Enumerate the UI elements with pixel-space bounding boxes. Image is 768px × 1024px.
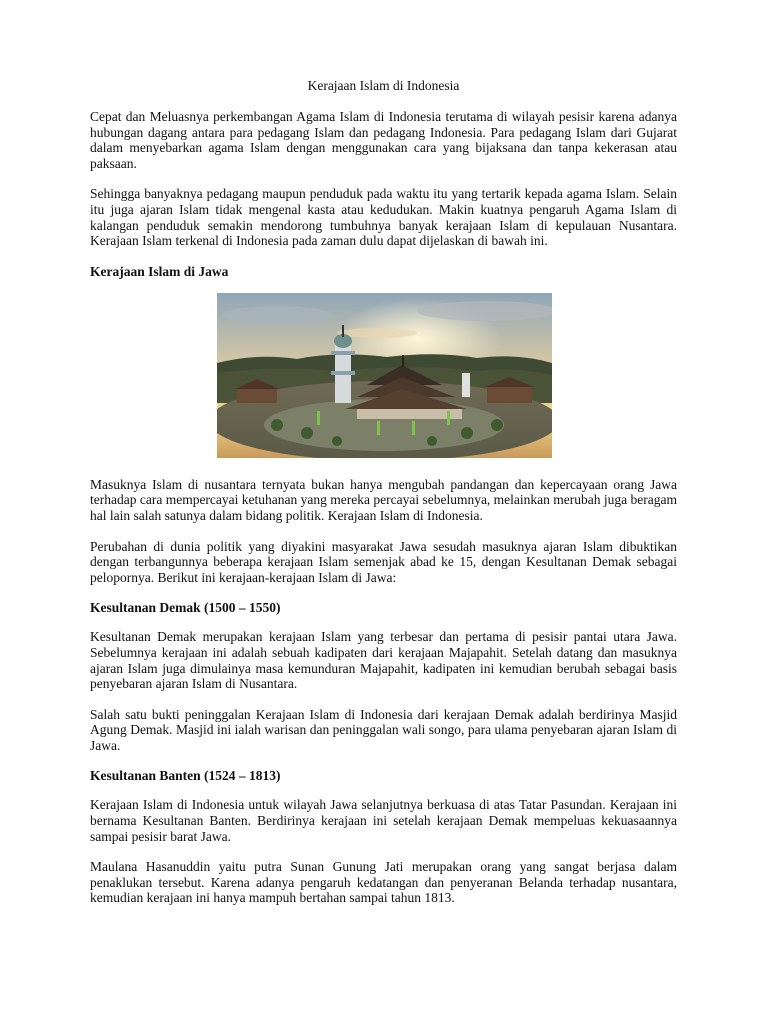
intro-paragraph-1: Cepat dan Meluasnya perkembangan Agama Islam di Indonesia terutama di wilayah pesisir karena adanya hubungan dagang antara para pedagang Islam dan pedagang Indonesia. Para pedagang Islam dari Gujarat dalam menyebarkan agama Islam dengan menggunakan cara yang bijaksana dan tanpa kekerasan atau paksaan. (90, 109, 677, 171)
jawa-paragraph-1: Masuknya Islam di nusantara ternyata bukan hanya mengubah pandangan dan kepercayaan orang Jawa terhadap cara mempercayai ketuhanan yang mereka percayai sebelumnya, melainkan merubah juga beragam hal lain salah satunya dalam bidang politik. Kerajaan Islam di Indonesia. (90, 476, 677, 523)
banten-paragraph-2: Maulana Hasanuddin yaitu putra Sunan Gunung Jati merupakan orang yang sangat berjasa dalam penaklukan tersebut. Karena adanya pengaruh kedatangan dan penyeranan Belanda terhadap nusantara, kemudian kerajaan ini hanya mampuh bertahan sampai tahun 1813. (90, 859, 677, 906)
heading-kesultanan-demak: Kesultanan Demak (1500 – 1550) (90, 600, 281, 616)
heading-kesultanan-banten: Kesultanan Banten (1524 – 1813) (90, 768, 281, 784)
demak-paragraph-2: Salah satu bukti peninggalan Kerajaan Islam di Indonesia dari kerajaan Demak adalah berdirinya Masjid Agung Demak. Masjid ini ialah warisan dan peninggalan wali songo, para ulama penyebaran ajaran Islam di Jawa. (90, 706, 677, 753)
intro-paragraph-2: Sehingga banyaknya pedagang maupun penduduk pada waktu itu yang tertarik kepada agama Islam. Selain itu juga ajaran Islam tidak mengenal kasta atau kedudukan. Makin kuatnya pengaruh Agama Islam di kalangan penduduk semakin mendorong tumbuhnya banyak kerajaan Islam di kepulauan Nusantara. Kerajaan Islam terkenal di Indonesia pada zaman dulu dapat dijelaskan di bawah ini. (90, 186, 677, 249)
mosque-photo (217, 293, 552, 458)
mosque-photo-illustration (217, 293, 552, 458)
jawa-paragraph-2: Perubahan di dunia politik yang diyakini masyarakat Jawa sesudah masuknya ajaran Islam dibuktikan dengan terbangunnya beberapa kerajaan Islam semenjak abad ke 15, dengan Kesultanan Demak sebagai pelopornya. Berikut ini kerajaan-kerajaan Islam di Jawa: (90, 538, 677, 585)
document-body (90, 78, 677, 921)
heading-kerajaan-islam-jawa: Kerajaan Islam di Jawa (90, 263, 229, 279)
banten-paragraph-1: Kerajaan Islam di Indonesia untuk wilayah Jawa selanjutnya berkuasa di atas Tatar Pasundan. Kerajaan ini bernama Kesultanan Banten. Berdirinya kerajaan ini setelah kerajaan Demak mempeluas kekuasaannya sampai pesisir barat Jawa. (90, 797, 677, 844)
demak-paragraph-1: Kesultanan Demak merupakan kerajaan Islam yang terbesar dan pertama di pesisir pantai utara Jawa. Sebelumnya kerajaan ini adalah sebuah kadipaten dari kerajaan Majapahit. Setelah datang dan masuknya ajaran Islam juga dimulainya masa kemunduran Majapahit, kadipaten ini kemudian berubah sebagai basis penyebaran ajaran Islam di Nusantara. (90, 629, 677, 692)
document-title: Kerajaan Islam di Indonesia (307, 78, 460, 93)
